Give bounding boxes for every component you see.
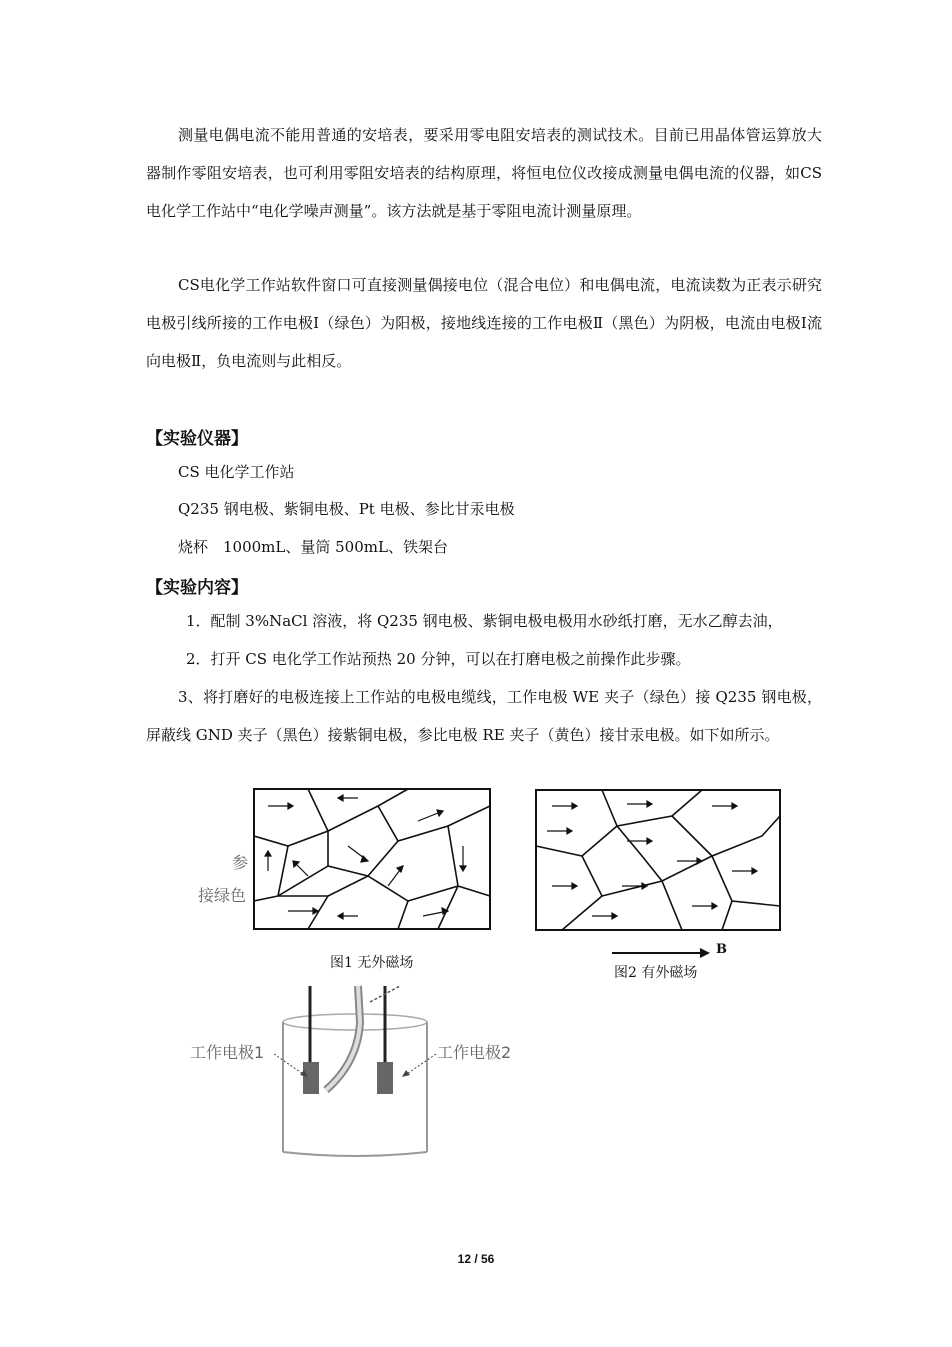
heading-content: 【实验内容】 [146, 578, 248, 598]
partial-label-green: 接绿色 [198, 886, 247, 905]
electrode-2-label: 工作电极2 [437, 1043, 512, 1062]
field-arrow-icon [610, 944, 720, 960]
step-1: 1．配制 3%NaCl 溶液，将 Q235 钢电极、紫铜电极电极用水砂纸打磨，无水乙醇去油， [186, 612, 783, 630]
heading-instruments: 【实验仪器】 [146, 429, 248, 449]
instrument-item-2: Q235 钢电极、紫铜电极、Pt 电极、参比甘汞电极 [178, 500, 515, 518]
figure-2-caption: 图2 有外磁场 [614, 965, 698, 981]
field-label-b: B [716, 942, 727, 957]
electrode-1-pointer-icon [272, 1050, 312, 1080]
electrode-1-label: 工作电极1 [190, 1043, 265, 1062]
partial-label-ref: 参 [232, 853, 249, 872]
figure-no-field [248, 786, 498, 936]
instrument-item-3: 烧杯 1000mL、量筒 500mL、铁架台 [178, 538, 448, 556]
page-number: 12 / 56 [457, 1252, 495, 1266]
electrode-2-pointer-icon [398, 1050, 438, 1080]
step-3: 3、将打磨好的电极连接上工作站的电极电缆线，工作电极 WE 夹子（绿色）接 Q235 钢电极，屏蔽线 GND 夹子（黑色）接紫铜电极，参比电极 RE 夹子（黄色）接甘汞电极。如下如所示。 [146, 688, 822, 744]
figure-with-field [532, 786, 784, 936]
instrument-item-1: CS 电化学工作站 [178, 463, 295, 481]
paragraph-zra-measurement: 测量电偶电流不能用普通的安培表，要采用零电阻安培表的测试技术。目前已用晶体管运算放大器制作零阻安培表，也可利用零阻安培表的结构原理，将恒电位仪改接成测量电偶电流的仪器，如CS电化学工作站中“电化学噪声测量”。该方法就是基于零阻电流计测量原理。 [146, 126, 822, 220]
step-2: 2．打开 CS 电化学工作站预热 20 分钟，可以在打磨电极之前操作此步骤。 [186, 650, 691, 668]
paragraph-galvanic-current: CS电化学工作站软件窗口可直接测量偶接电位（混合电位）和电偶电流，电流读数为正表示研究电极引线所接的工作电极Ⅰ（绿色）为阳极，接地线连接的工作电极Ⅱ（黑色）为阴极，电流由电极Ⅰ流向电极Ⅱ，负电流则与此相反。 [146, 276, 822, 370]
figure-1-caption: 图1 无外磁场 [330, 955, 414, 971]
